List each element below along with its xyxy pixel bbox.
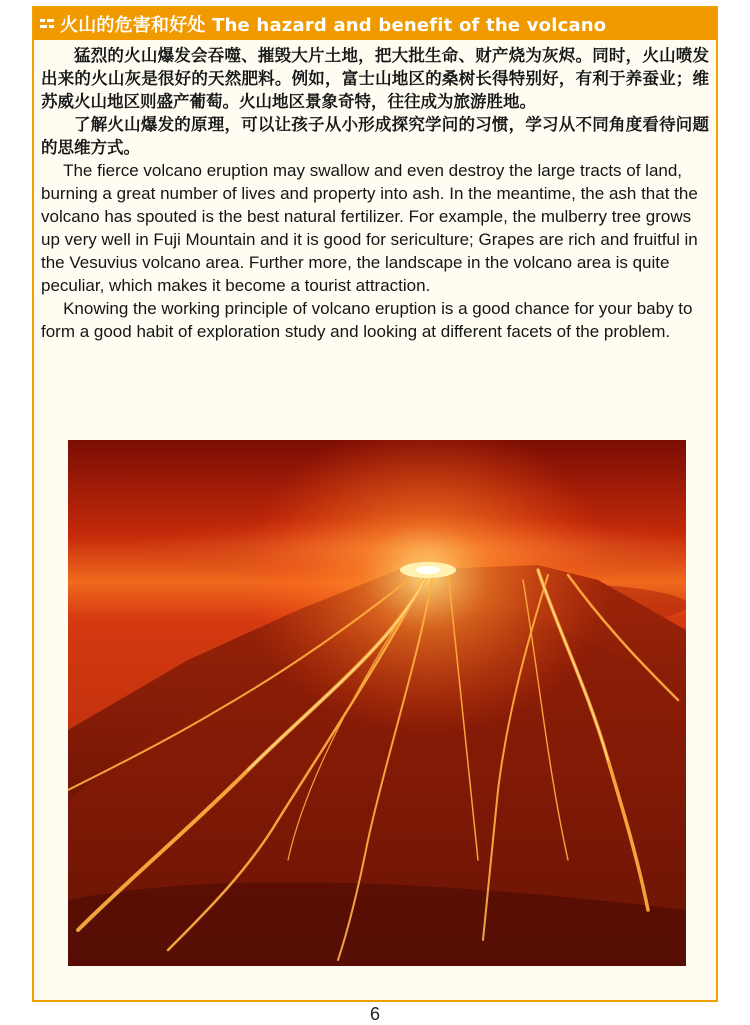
english-paragraph-2: Knowing the working principle of volcano eruption is a good chance for your baby to form a good habit of exploration study and looking at different facets of the problem. xyxy=(41,299,693,341)
english-paragraph-1: The fierce volcano eruption may swallow and even destroy the large tracts of land, burning a great number of lives and property into ash. In the meantime, the ash that the volcano has spouted is the best natural fertilizer. For example, the mulberry tree grows up very well in Fuji Mountain and it is good for sericulture; Grapes are rich and fruitful in the Vesuvius volcano area. Further more, the landscape in the volcano area is quite peculiar, which makes it become a tourist attraction. xyxy=(41,161,698,295)
text-body xyxy=(41,44,709,343)
section-header xyxy=(34,8,716,40)
volcano-photo xyxy=(68,440,686,966)
chinese-paragraph-1: 猛烈的火山爆发会吞噬、摧毁大片土地，把大批生命、财产烧为灰烬。同时，火山喷发出来的火山灰是很好的天然肥料。例如，富士山地区的桑树长得特别好，有利于养蚕业；维苏威火山地区则盛产葡萄。火山地区景象奇特，往往成为旅游胜地。 xyxy=(41,46,709,111)
content-frame xyxy=(32,6,718,1002)
chinese-paragraph-2: 了解火山爆发的原理，可以让孩子从小形成探究学问的习惯，学习从不同角度看待问题的思维方式。 xyxy=(41,115,709,157)
page-number: 6 xyxy=(369,1004,380,1024)
section-marker-icon xyxy=(40,17,54,31)
section-title: 火山的危害和好处 The hazard and benefit of the volcano xyxy=(60,15,607,36)
